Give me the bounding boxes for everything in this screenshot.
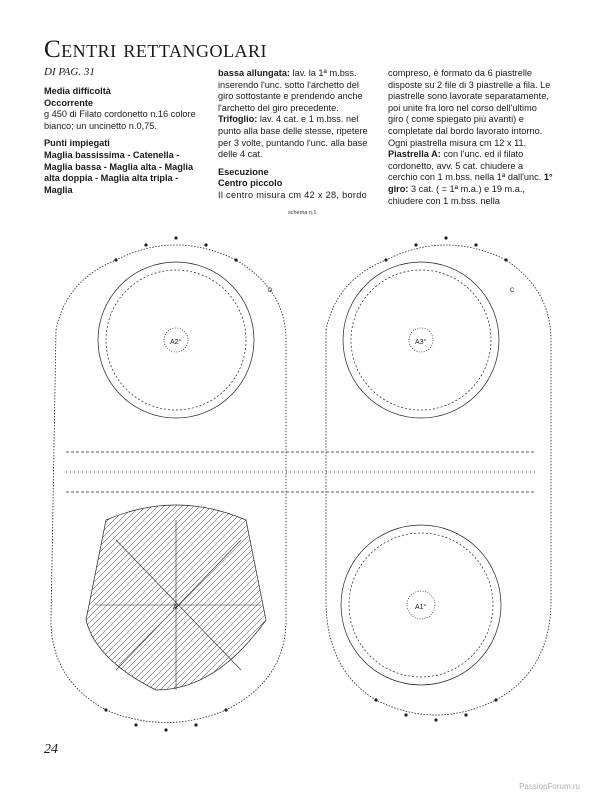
article-title: Centri rettangolari: [44, 36, 267, 63]
execution-heading: Esecuzione: [218, 166, 269, 177]
crochet-diagram: [36, 220, 562, 740]
text-column-1: [44, 68, 206, 196]
difficulty-label: Media difficoltà: [44, 86, 111, 96]
tile-a-paragraph: [388, 149, 553, 207]
motif-label-a: A: [173, 604, 178, 611]
long-stitch-text: lav. la 1ª m.bss. inserendo l'unc. sotto l'archetto del giro sottostante e prendendo anche l'archetto del giro precedente.: [218, 68, 363, 113]
trefoil-text: lav. 4 cat. e 1 m.bss. nel punto alla base delle stesse, ripetere per 3 volte, puntando l'unc. alla base delle 4 cat.: [218, 114, 368, 160]
round-one-term: 1° giro:: [388, 172, 553, 194]
small-center-heading: Centro piccolo: [218, 178, 283, 189]
text-column-3: [388, 68, 553, 207]
motif-label-a2: A2°: [170, 339, 182, 346]
materials-text: g 450 di Filato cordonetto n.16 colore bianco; un uncinetto n.0,75.: [44, 109, 196, 131]
page-reference: DI PAG. 31: [44, 66, 95, 78]
long-stitch-paragraph: [218, 68, 376, 114]
watermark: PassionForum.ru: [519, 782, 580, 791]
round-one-text: 3 cat. ( = 1ª m.a.) e 19 m.a., chiudere con 1 m.bss. nella: [388, 183, 525, 206]
motif-label-a3: A3°: [415, 339, 427, 346]
corner-label-d: D: [268, 288, 273, 294]
trefoil-paragraph: [218, 114, 376, 160]
stitches-list: Maglia bassissima - Catenella - Maglia bassa - Maglia alta - Maglia alta doppia - Maglia alta tripla - Maglia: [44, 149, 194, 195]
tile-a-text: con l'unc. ed il filato cordonetto, avv. 5 cat. chiudere a cerchio con 1 m.bss. nella 1ª dall'unc.: [388, 149, 544, 183]
page-number: 24: [44, 742, 58, 757]
tile-a-term: Piastrella A:: [388, 149, 441, 160]
long-stitch-term: bassa allungata:: [218, 68, 290, 78]
layout-paragraph: compreso, è formato da 6 piastrelle disposte su 2 file di 3 piastrelle a fila. Le piastrelle sono lavorate separatamente, poi unite fra loro nel corso dell'ultimo giro ( come spiegato più avanti) e completate dal bordo lavorato intorno. Ogni piastrella misura cm 12 x 11.: [388, 68, 551, 148]
corner-label-c: C: [510, 288, 515, 294]
small-center-text: Il centro misura cm 42 x 28, bordo: [218, 189, 368, 200]
trefoil-term: Trifoglio:: [218, 114, 258, 125]
text-column-2: [218, 68, 376, 202]
materials-heading: Occorrente: [44, 97, 94, 108]
tile-a-fill: [86, 505, 266, 690]
outer-border-right: [326, 245, 551, 715]
schema-label: schema n.1: [288, 210, 317, 216]
stitches-heading: Punti impiegati: [44, 138, 110, 149]
motif-label-a1: A1°: [415, 604, 427, 611]
